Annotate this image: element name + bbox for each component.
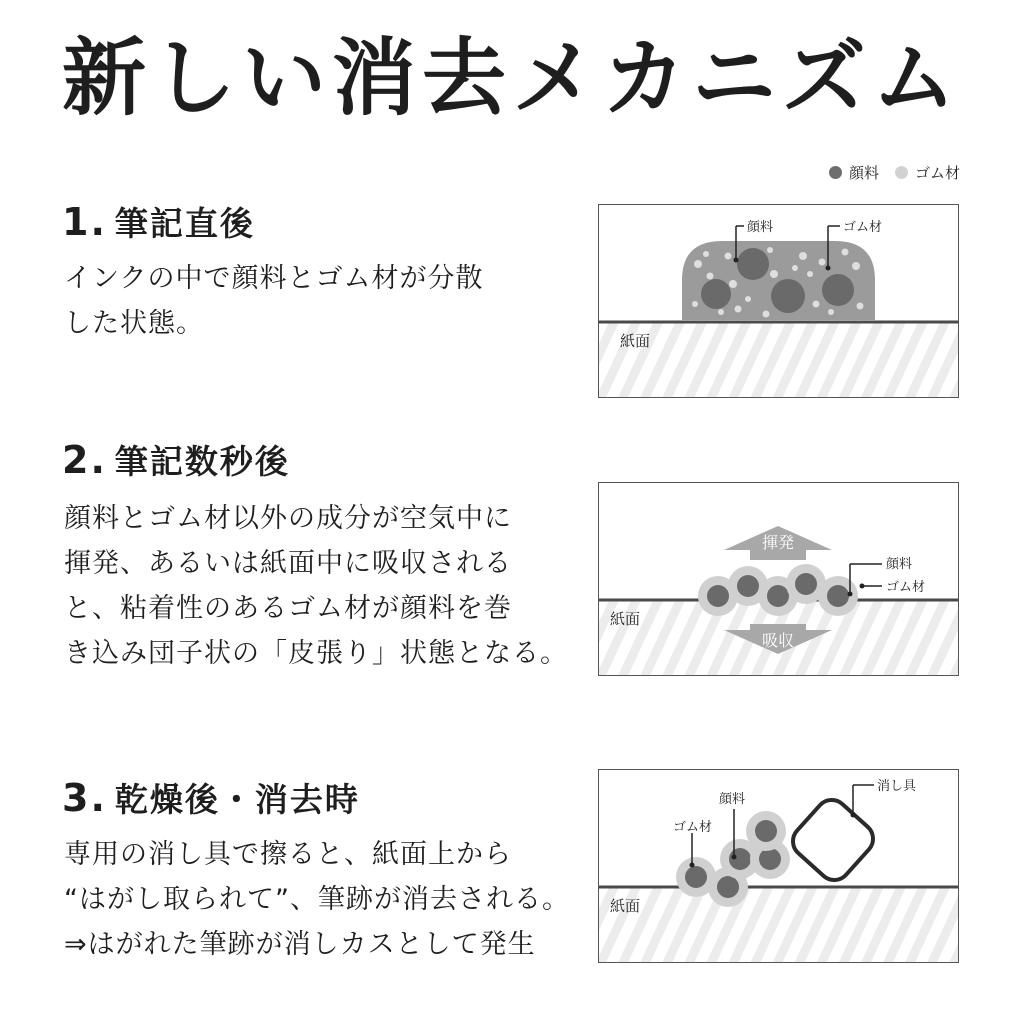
step-1-diagram: [598, 204, 959, 398]
paper-area: [599, 322, 958, 397]
step-1-line-1: インクの中で顔料とゴム材が分散: [64, 263, 484, 294]
step-1-body: [64, 256, 564, 346]
step-1-line-2: した状態。: [64, 308, 204, 339]
step-3-title: 乾燥後・消去時: [114, 780, 360, 819]
step-2-down-label: 吸収: [761, 631, 795, 650]
pigment-swatch-icon: [829, 166, 842, 179]
step-2-line-1: 顔料とゴム材以外の成分が空気中に: [64, 503, 512, 534]
step-2-line-2: 揮発、あるいは紙面中に吸収される: [64, 548, 512, 579]
step-1-pigment-label: 顔料: [747, 220, 774, 235]
step-2-body: [64, 496, 568, 676]
step-1-paper-label: 紙面: [620, 332, 651, 350]
step-2-heading: [62, 440, 290, 482]
step-3-body: [64, 832, 570, 967]
step-3-heading: [62, 778, 360, 820]
legend: [829, 162, 960, 183]
legend-rubber-label: ゴム材: [914, 164, 960, 182]
step-1-heading: [62, 202, 255, 244]
rubber-swatch-icon: [895, 166, 908, 179]
step-1-rubber-label: ゴム材: [843, 220, 883, 235]
step-2-diagram: [598, 482, 959, 676]
legend-pigment-label: 顔料: [848, 164, 879, 182]
page-title: 新しい消去メカニズム: [61, 29, 962, 127]
step-3-line-1: 専用の消し具で擦ると、紙面上から: [64, 839, 512, 870]
step-3-line-2: “はがし取られて”、筆跡が消去される。: [64, 884, 570, 915]
step-1-number: 1.: [62, 200, 107, 244]
step-3-rubber-label: ゴム材: [673, 820, 713, 835]
step-2-up-label: 揮発: [761, 533, 795, 552]
step-2-rubber-label: ゴム材: [886, 580, 926, 595]
step-3-number: 3.: [62, 776, 107, 820]
step-3-eraser-label: 消し具: [877, 779, 917, 794]
step-2-line-3: と、粘着性のあるゴム材が顔料を巻: [64, 593, 512, 624]
step-2-paper-label: 紙面: [610, 610, 641, 628]
step-2-title: 筆記数秒後: [114, 442, 290, 481]
step-3-diagram: [598, 769, 959, 963]
step-2-line-4: き込み団子状の「皮張り」状態となる。: [64, 638, 568, 669]
step-2-number: 2.: [62, 438, 107, 482]
step-3-paper-label: 紙面: [610, 897, 641, 915]
step-2-pigment-label: 顔料: [886, 557, 913, 572]
step-3-pigment-label: 顔料: [719, 792, 746, 807]
step-1-title: 筆記直後: [114, 204, 255, 243]
step-3-line-3: ⇒はがれた筆跡が消しカスとして発生: [64, 929, 536, 960]
